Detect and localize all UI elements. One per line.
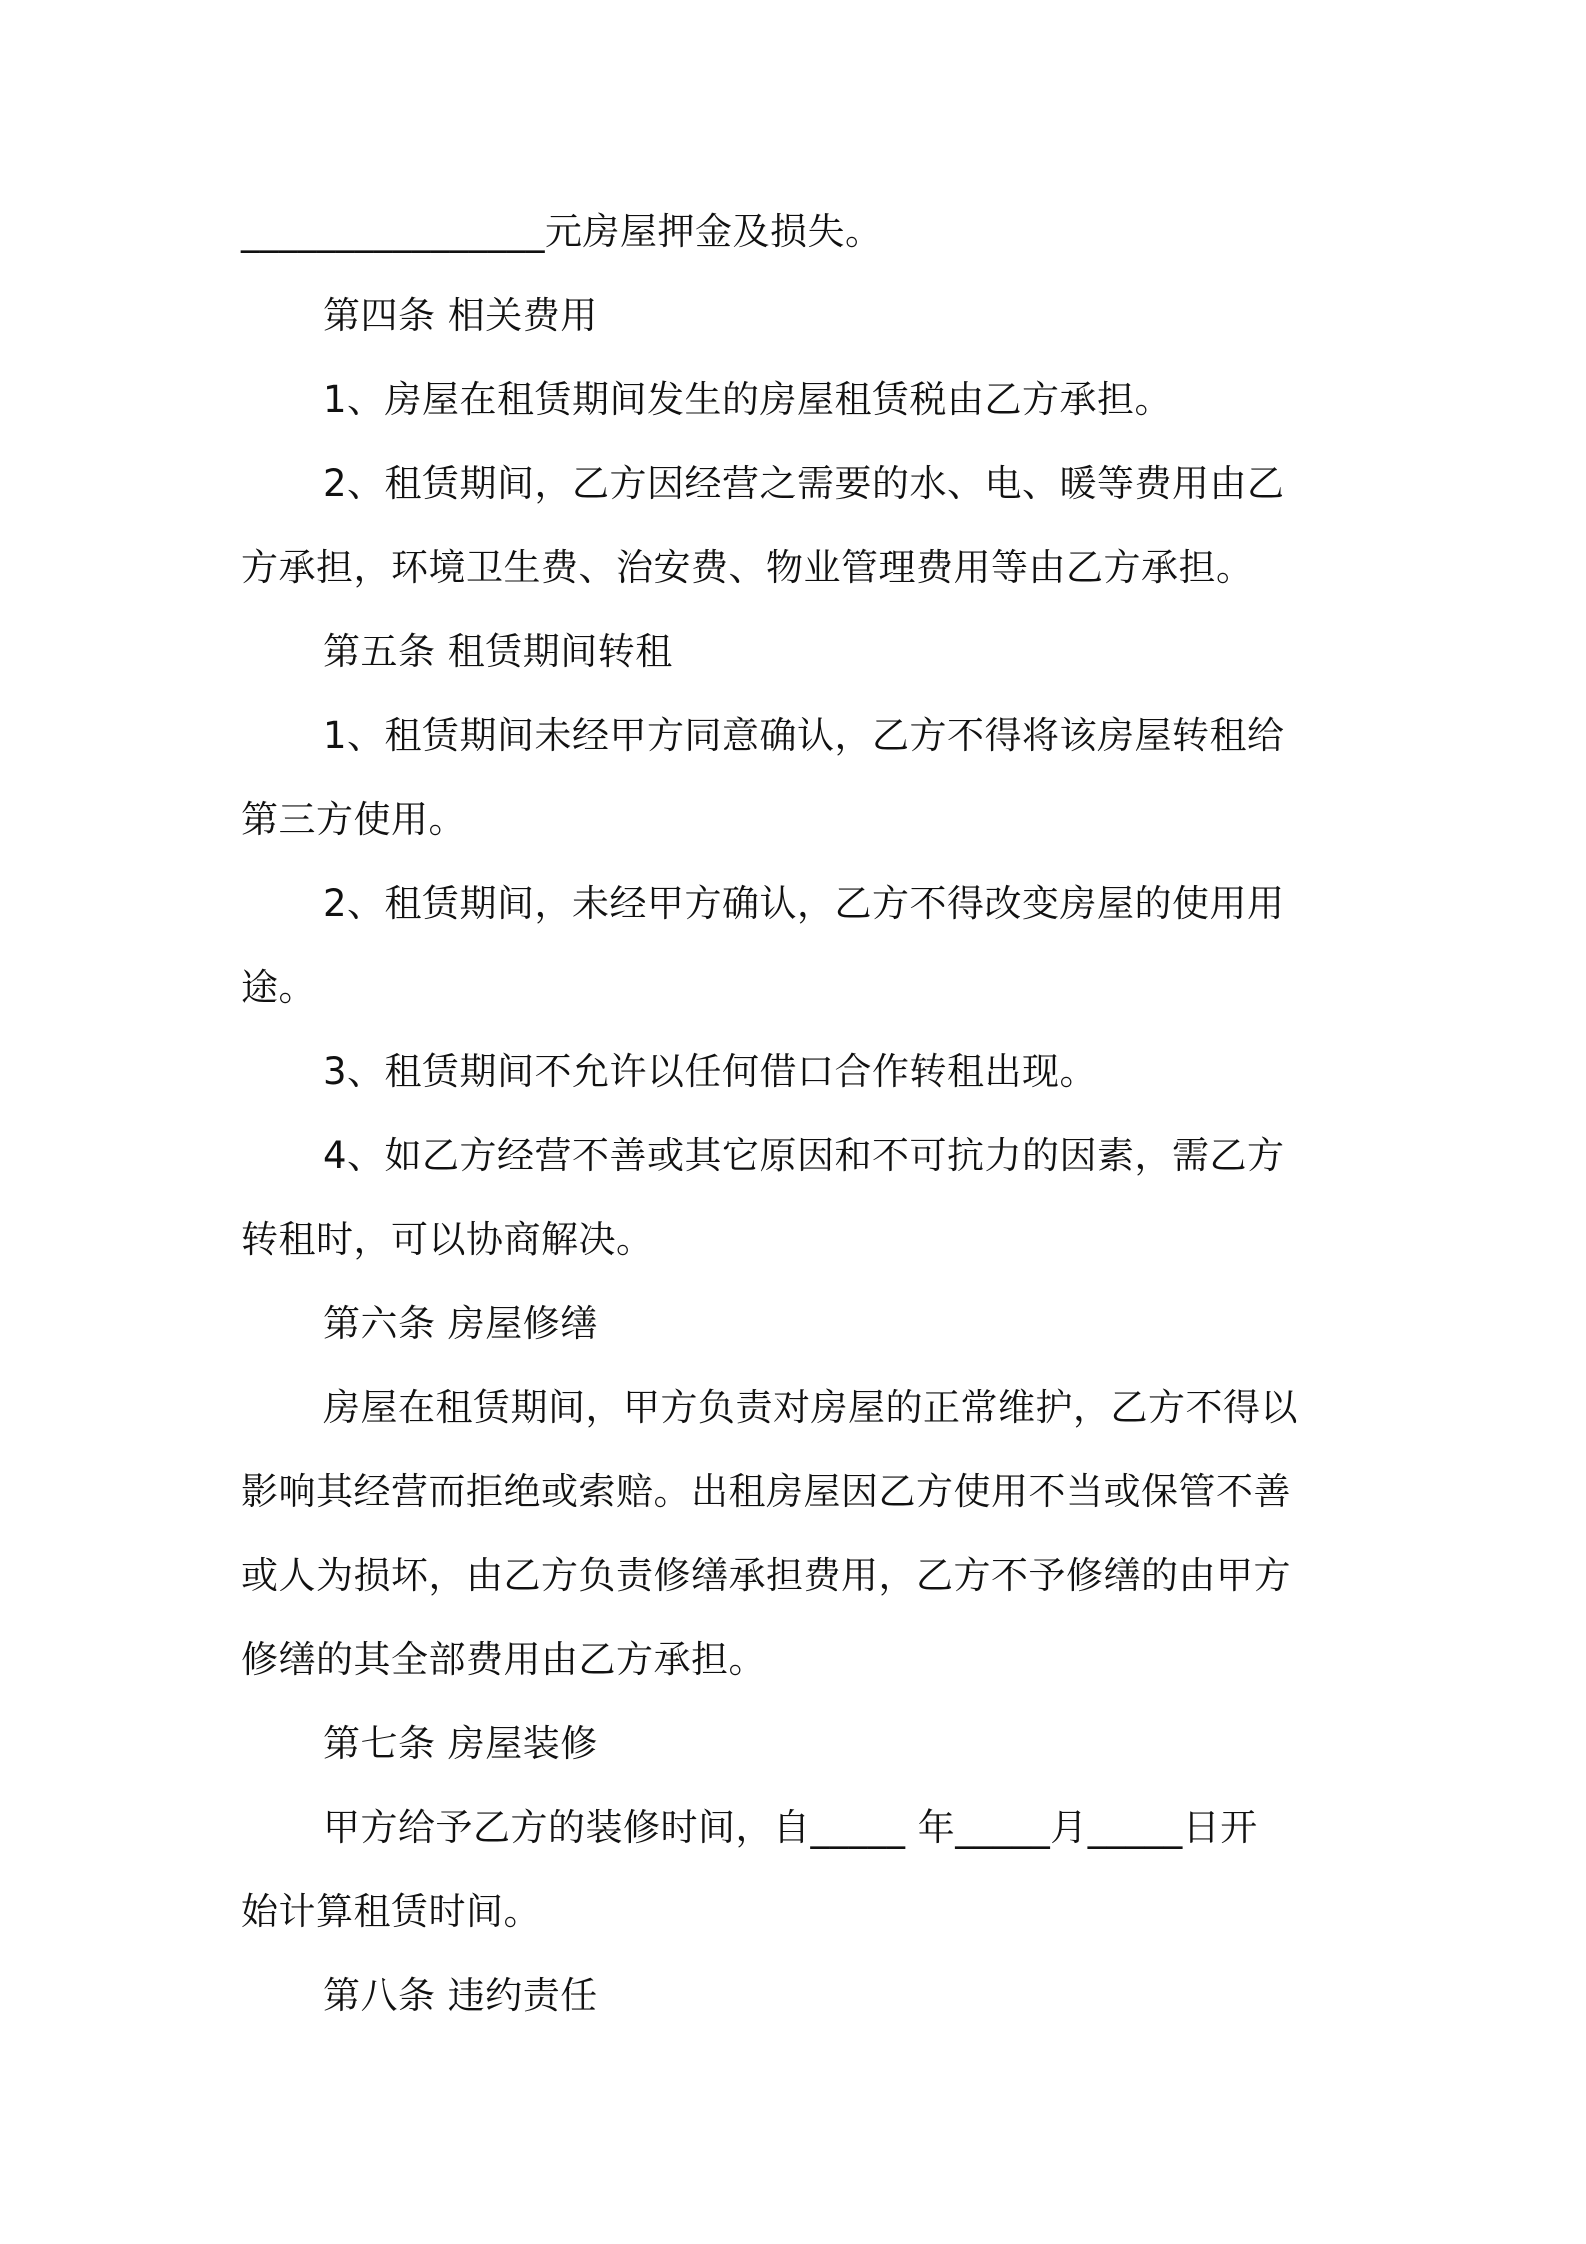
article-heading: 第六条 房屋修缮 xyxy=(323,1302,598,1345)
text-line: 4、如乙方经营不善或其它原因和不可抗力的因素，需乙方 xyxy=(323,1134,1285,1177)
text-line: 修缮的其全部费用由乙方承担。 xyxy=(241,1638,766,1681)
text-line: ________________元房屋押金及损失。 xyxy=(241,210,883,253)
article-heading: 第八条 违约责任 xyxy=(323,1974,598,2017)
text-line: 或人为损坏，由乙方负责修缮承担费用，乙方不予修缮的由甲方 xyxy=(241,1554,1291,1597)
text-line: 影响其经营而拒绝或索赔。出租房屋因乙方使用不当或保管不善 xyxy=(241,1470,1291,1513)
article-heading: 第四条 相关费用 xyxy=(323,294,598,337)
article-heading: 第五条 租赁期间转租 xyxy=(323,630,673,673)
text-line: 3、租赁期间不允许以任何借口合作转租出现。 xyxy=(323,1050,1098,1093)
text-line: 转租时，可以协商解决。 xyxy=(241,1218,654,1261)
text-line: 房屋在租赁期间，甲方负责对房屋的正常维护，乙方不得以 xyxy=(323,1386,1298,1429)
text-line: 2、租赁期间，未经甲方确认，乙方不得改变房屋的使用用 xyxy=(323,882,1285,925)
text-line: 甲方给予乙方的装修时间，自_____ 年_____月_____日开 xyxy=(323,1806,1258,1849)
text-line: 2、租赁期间，乙方因经营之需要的水、电、暖等费用由乙 xyxy=(323,462,1285,505)
text-line: 方承担，环境卫生费、治安费、物业管理费用等由乙方承担。 xyxy=(241,546,1254,589)
text-line: 始计算租赁时间。 xyxy=(241,1890,541,1933)
text-line: 1、租赁期间未经甲方同意确认，乙方不得将该房屋转租给 xyxy=(323,714,1285,757)
article-heading: 第七条 房屋装修 xyxy=(323,1722,598,1765)
text-line: 第三方使用。 xyxy=(241,798,466,841)
document-body xyxy=(241,190,1351,2038)
text-line: 1、房屋在租赁期间发生的房屋租赁税由乙方承担。 xyxy=(323,378,1173,421)
text-line: 途。 xyxy=(241,966,316,1009)
